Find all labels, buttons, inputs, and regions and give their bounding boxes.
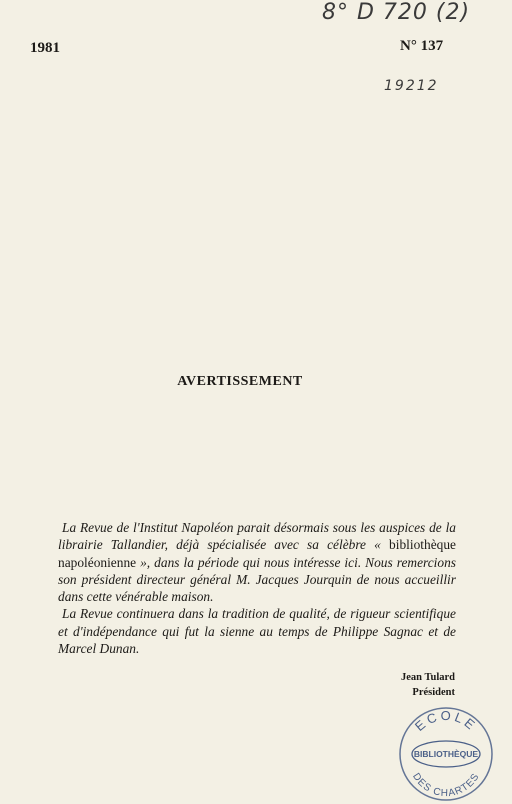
signature-name: Jean Tulard <box>401 672 455 683</box>
handwritten-inventory-number: 19212 <box>384 78 439 94</box>
stamp-center-text: BIBLIOTHÈQUE <box>413 749 479 759</box>
header-year: 1981 <box>30 40 60 56</box>
body-paragraph-1 <box>58 519 456 605</box>
body-paragraph-1-rest: », dans la période qui nous intéresse ici. Nous remercions son président directeur général M. Jacques Jourquin de nous accueillir dans cette vénérable maison. <box>58 554 456 605</box>
svg-text:ECOLE <box>412 708 480 734</box>
svg-text:DES CHARTES <box>410 771 482 799</box>
header-issue-number: N° 137 <box>400 38 444 54</box>
page-title: AVERTISSEMENT <box>177 374 303 389</box>
signature-role: Président <box>412 687 455 698</box>
body-paragraph-1-upright: bibliothèque napoléonienne <box>58 537 456 570</box>
signature-block <box>372 670 455 700</box>
body-paragraph-1-text: La Revue de l'Institut Napoléon parait désormais sous les auspices de la librairie Tallandier, déjà spécialisée avec sa célèbre « <box>58 520 456 553</box>
handwritten-shelfmark: 8° D 720 (2) <box>322 0 471 25</box>
stamp-bottom-text: DES CHARTES <box>410 771 482 800</box>
stamp-top-text: ECOLE <box>411 707 481 735</box>
library-stamp <box>396 704 496 804</box>
body-paragraph-2: La Revue continuera dans la tradition de qualité, de rigueur scientifique et d'indépendance qui fut la sienne au temps de Philippe Sagnac et de Marcel Dunan. <box>58 606 456 657</box>
notice-body <box>58 519 456 657</box>
